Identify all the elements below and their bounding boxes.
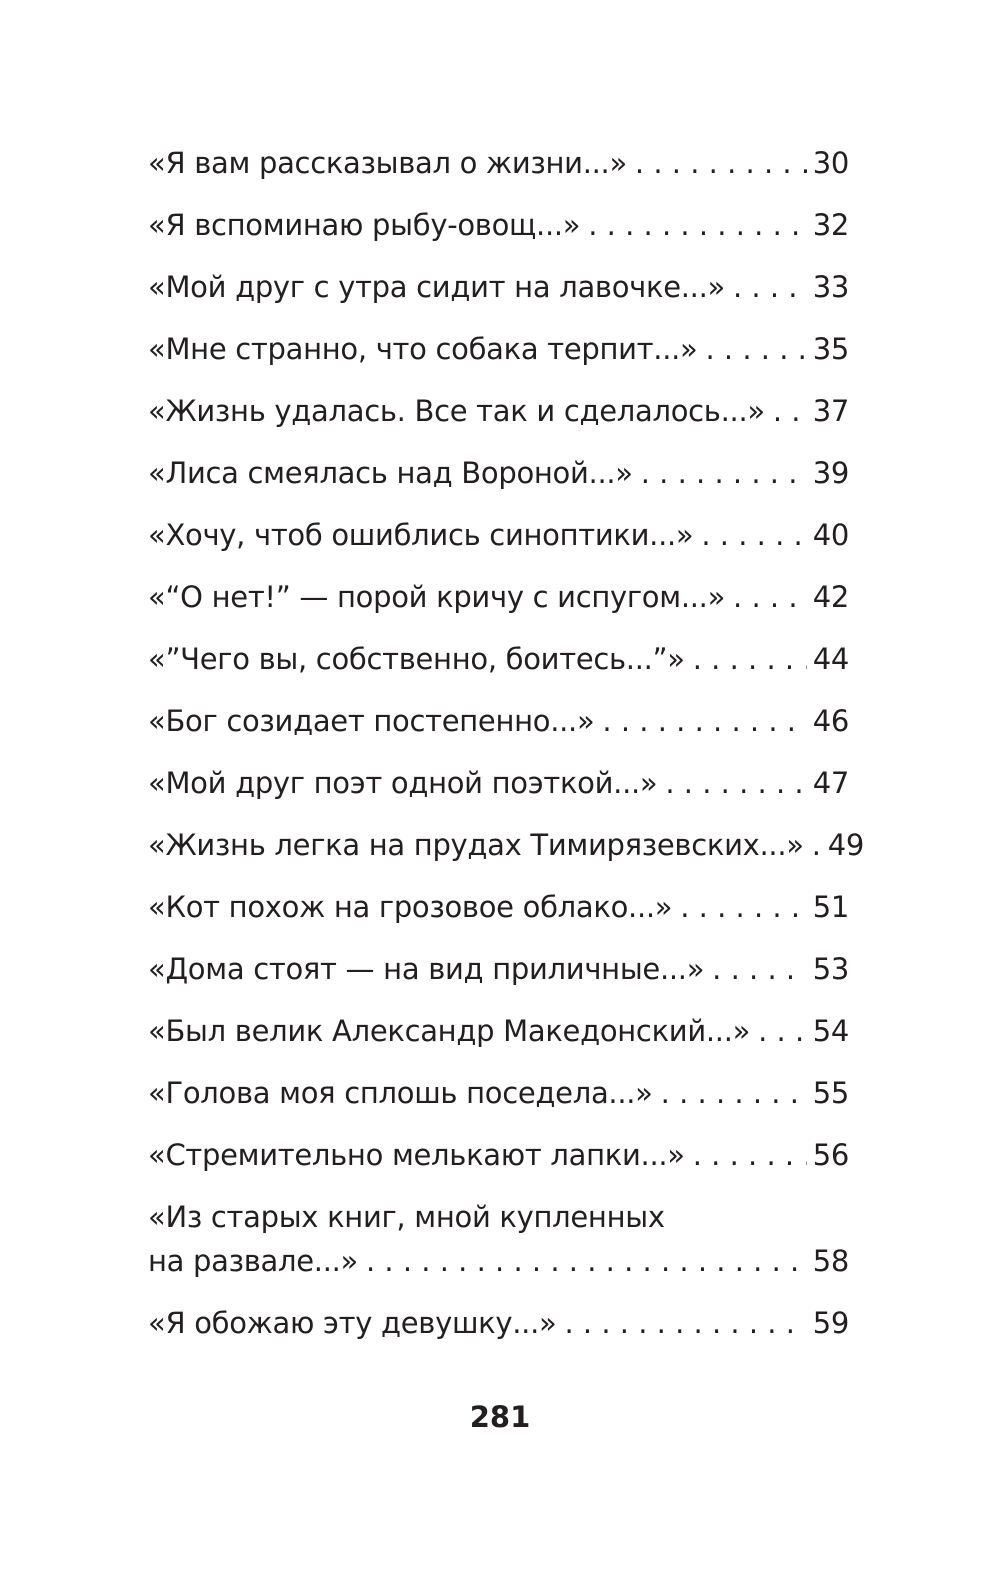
toc-entry <box>148 1301 849 1345</box>
toc-entry-title: «Я вспоминаю рыбу-овощ...» <box>148 208 581 242</box>
toc-entry-row <box>148 1239 849 1283</box>
dot-leader <box>602 699 806 743</box>
toc-entry-title: «Дома стоят — на вид приличные...» <box>148 952 705 986</box>
toc-entry <box>148 265 849 309</box>
toc-entry <box>148 761 849 805</box>
dot-leader <box>758 1009 807 1053</box>
toc-entry-page: 33 <box>812 270 849 304</box>
toc-entry-title: «Хочу, чтоб ошиблись синоптики...» <box>148 518 694 552</box>
dot-leader <box>661 1071 807 1115</box>
dot-leader <box>564 1301 806 1345</box>
toc-entry-title: «Жизнь легка на прудах Тимирязевских...» <box>148 828 804 862</box>
toc-entry-title: «Стремительно мелькают лапки...» <box>148 1138 685 1172</box>
dot-leader <box>680 885 806 929</box>
toc-entry <box>148 575 849 619</box>
toc-entry-title: «Мой друг с утра сидит на лавочке...» <box>148 270 725 304</box>
dot-leader <box>701 513 806 557</box>
toc-entry <box>148 389 849 433</box>
toc-entry-title: «Я обожаю эту девушку...» <box>148 1306 557 1340</box>
dot-leader <box>665 761 806 805</box>
toc-entry-title: «Мой друг поэт одной поэткой...» <box>148 766 658 800</box>
dot-leader <box>705 327 806 371</box>
toc-entry-title: «Мне странно, что собака терпит...» <box>148 332 698 366</box>
toc-entry-page: 56 <box>812 1138 849 1172</box>
toc-entry <box>148 1133 849 1177</box>
toc-entry <box>148 885 849 929</box>
dot-leader <box>733 575 807 619</box>
toc-entry-page: 59 <box>812 1306 849 1340</box>
toc-entry <box>148 203 849 247</box>
dot-leader <box>812 823 822 867</box>
toc-entry-page: 58 <box>812 1244 849 1278</box>
toc-entry-title-line1: «Из старых книг, мной купленных <box>148 1200 665 1234</box>
toc-entry <box>148 1071 849 1115</box>
toc-entry-page: 49 <box>827 828 864 862</box>
toc-entry-page: 53 <box>812 952 849 986</box>
toc-entry-page: 30 <box>812 146 849 180</box>
toc-entry-page: 42 <box>812 580 849 614</box>
toc-entry-page: 51 <box>812 890 849 924</box>
dot-leader <box>641 451 807 495</box>
table-of-contents <box>148 141 864 1363</box>
toc-entry-page: 44 <box>812 642 849 676</box>
toc-entry-page: 55 <box>812 1076 849 1110</box>
toc-entry-title-line2: на развале...» <box>148 1244 358 1278</box>
toc-entry-title: «Был велик Александр Македонский...» <box>148 1014 751 1048</box>
toc-entry-page: 37 <box>812 394 849 428</box>
toc-entry-title: «Бог созидает постепенно...» <box>148 704 595 738</box>
toc-entry-page: 39 <box>812 456 849 490</box>
dot-leader <box>693 637 807 681</box>
dot-leader <box>588 203 806 247</box>
dot-leader <box>712 947 807 991</box>
toc-entry <box>148 823 864 867</box>
toc-entry <box>148 947 849 991</box>
dot-leader <box>773 389 807 433</box>
toc-entry <box>148 327 849 371</box>
toc-entry <box>148 513 849 557</box>
dot-leader <box>366 1239 807 1283</box>
dot-leader <box>693 1133 807 1177</box>
toc-entry-title: «Кот похож на грозовое облако...» <box>148 890 673 924</box>
toc-entry-title: «”Чего вы, собственно, боитесь...”» <box>148 642 685 676</box>
toc-entry-page: 54 <box>812 1014 849 1048</box>
toc-entry-title: «Лиса смеялась над Вороной...» <box>148 456 633 490</box>
toc-entry-title: «Я вам рассказывал о жизни...» <box>148 146 627 180</box>
toc-entry-page: 32 <box>812 208 849 242</box>
toc-entry-page: 47 <box>812 766 849 800</box>
toc-entry-title: «“О нет!” — порой кричу с испугом...» <box>148 580 726 614</box>
toc-entry-page: 46 <box>812 704 849 738</box>
toc-entry-page: 35 <box>812 332 849 366</box>
toc-entry <box>148 1009 849 1053</box>
toc-entry <box>148 637 849 681</box>
toc-entry <box>148 699 849 743</box>
toc-entry-title: «Голова моя сплошь поседела...» <box>148 1076 653 1110</box>
toc-entry <box>148 451 849 495</box>
dot-leader <box>733 265 807 309</box>
toc-entry <box>148 141 849 185</box>
dot-leader <box>635 141 807 185</box>
toc-entry-page: 40 <box>812 518 849 552</box>
page-number: 281 <box>469 1400 531 1434</box>
toc-entry-title: «Жизнь удалась. Все так и сделалось...» <box>148 394 765 428</box>
toc-entry <box>148 1195 849 1283</box>
